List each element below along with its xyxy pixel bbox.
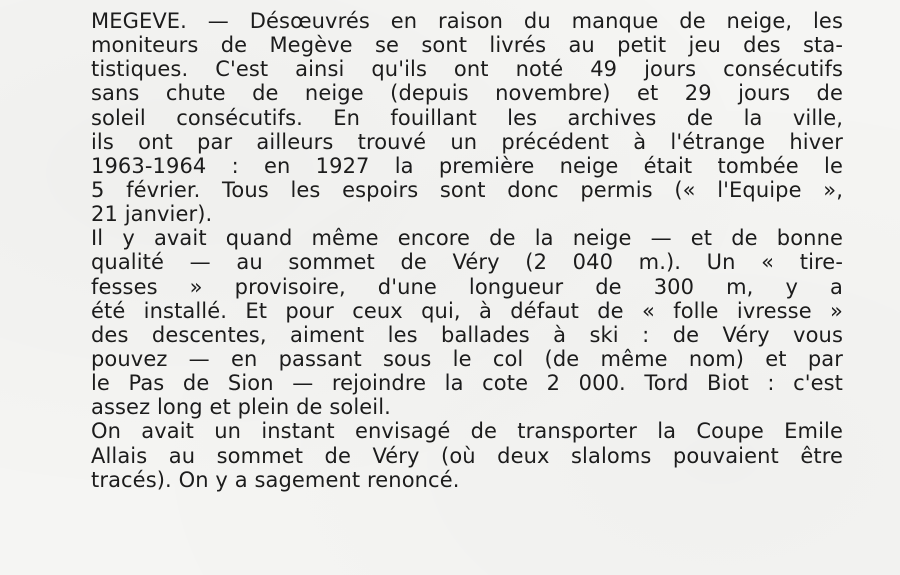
text-line: tracés). On y a sagement renoncé.	[91, 467, 460, 492]
paragraph-2	[91, 226, 843, 419]
text-line: sans chute de neige (depuis novembre) et 29 jours de	[91, 81, 843, 106]
text-line: 21 janvier).	[91, 202, 213, 227]
text-line: Il y avait quand même encore de la neige — et de bonne	[91, 226, 843, 251]
text-line: On avait un instant envisagé de transporter la Coupe Emile	[91, 419, 843, 444]
text-line: des descentes, aiment les ballades à ski : de Véry vous	[91, 322, 843, 347]
text-line: soleil consécutifs. En fouillant les archives de la ville,	[91, 105, 843, 130]
text-line: tistiques. C'est ainsi qu'ils ont noté 49 jours consécutifs	[91, 57, 843, 82]
text-line: le Pas de Sion — rejoindre la cote 2 000. Tord Biot : c'est	[91, 371, 843, 396]
text-line: MEGEVE. — Désœuvrés en raison du manque de neige, les	[91, 9, 843, 33]
text-line: pouvez — en passant sous le col (de même nom) et par	[91, 346, 843, 371]
text-line: 5 février. Tous les espoirs sont donc permis (« l'Equipe »,	[91, 177, 843, 202]
article-column	[91, 9, 843, 492]
text-line: 1963-1964 : en 1927 la première neige était tombée le	[91, 153, 843, 178]
text-line: moniteurs de Megève se sont livrés au petit jeu des sta-	[91, 33, 843, 58]
text-line: assez long et plein de soleil.	[91, 395, 391, 420]
text-line: ils ont par ailleurs trouvé un précédent à l'étrange hiver	[91, 129, 843, 154]
text-line: fesses » provisoire, d'une longueur de 300 m, y a	[91, 274, 843, 299]
text-line: qualité — au sommet de Véry (2 040 m.). Un « tire-	[91, 250, 843, 275]
text-line: été installé. Et pour ceux qui, à défaut de « folle ivresse »	[91, 298, 843, 323]
text-line: Allais au sommet de Véry (où deux slaloms pouvaient être	[91, 443, 843, 468]
paragraph-3	[91, 419, 843, 491]
paragraph-1	[91, 9, 843, 226]
